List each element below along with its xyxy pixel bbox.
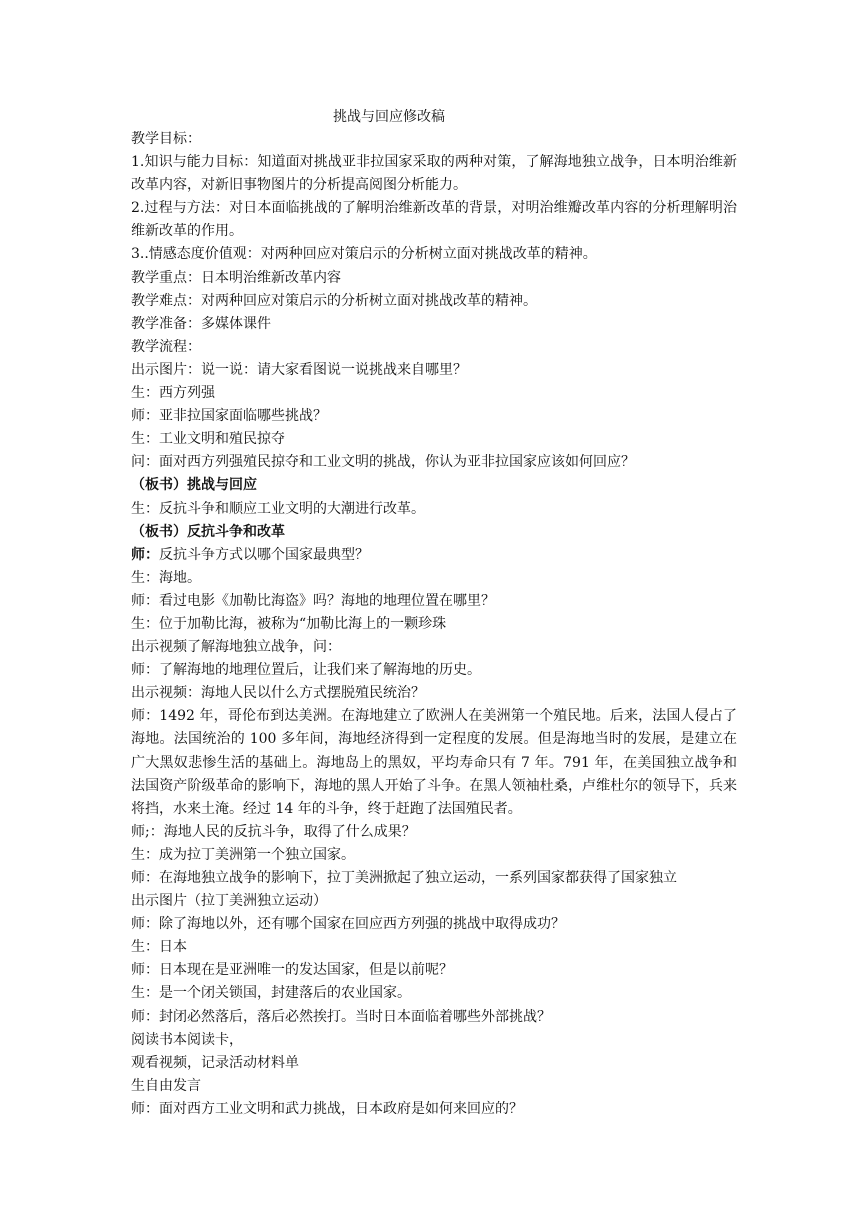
- paragraph: [131, 682, 737, 705]
- paragraph: [131, 913, 737, 936]
- paragraph: [131, 128, 737, 151]
- paragraph-text: 生：是一个闭关锁国，封建落后的农业国家。: [131, 985, 411, 1002]
- paragraph: [131, 590, 737, 613]
- paragraph: [131, 197, 737, 243]
- paragraph-text: （板书）挑战与回应: [131, 477, 257, 494]
- paragraph: [131, 844, 737, 867]
- paragraph-text: 1.知识与能力目标：知道面对挑战亚非拉国家采取的两种对策，了解海地独立战争，日本明治维新改革内容，对新旧事物图片的分析提高阅图分析能力。: [131, 154, 737, 194]
- paragraph-text: 观看视频，记录活动材料单: [131, 1054, 299, 1071]
- paragraph-text: 问：面对西方列强殖民掠夺和工业文明的挑战，你认为亚非拉国家应该如何回应？: [131, 454, 635, 471]
- paragraph: [131, 151, 737, 197]
- paragraph-text: 师：看过电影《加勒比海盗》吗？海地的地理位置在哪里？: [131, 592, 495, 609]
- paragraph: [131, 982, 737, 1005]
- paragraph-text: 师：日本现在是亚洲唯一的发达国家，但是以前呢？: [131, 962, 453, 979]
- paragraph-text: 教学重点：日本明治维新改革内容: [131, 269, 341, 286]
- paragraph-text: 生：工业文明和殖民掠夺: [131, 431, 285, 448]
- document-title: 挑战与回应修改稿: [333, 109, 445, 125]
- paragraph-text: （板书）反抗斗争和改革: [131, 523, 285, 540]
- paragraph: [131, 1098, 737, 1121]
- paragraph-text: 教学难点：对两种回应对策启示的分析树立面对挑战改革的精神。: [131, 292, 537, 309]
- paragraph-text: 生自由发言: [131, 1077, 201, 1094]
- paragraph: [131, 290, 737, 313]
- paragraph-text: 生：成为拉丁美洲第一个独立国家。: [131, 846, 355, 863]
- paragraph: [131, 359, 737, 382]
- paragraph-text: 师：1492 年，哥伦布到达美洲。在海地建立了欧洲人在美洲第一个殖民地。后来，法国人侵占了海地。法国统治的 100 多年间，海地经济得到一定程度的发展。但是海地当时的发展，是建立在广大黑奴悲惨生活的基础上。海地岛上的黑奴，平均寿命只有 7 年。791 年，在美国独立战争和法国资产阶级革命的影响下，海地的黑人开始了斗争。在黑人领袖杜桑，卢维杜尔的领导下，兵来将挡，水来土淹。经过 14 年的斗争，终于赶跑了法国殖民者。: [131, 708, 737, 817]
- paragraph-text: 3..情感态度价值观：对两种回应对策启示的分析树立面对挑战改革的精神。: [131, 246, 597, 263]
- paragraph: [131, 867, 737, 890]
- paragraph-text: 生：位于加勒比海，被称为“加勒比海上的一颗珍珠: [131, 615, 447, 632]
- paragraph-text: 生：海地。: [131, 569, 201, 586]
- paragraph-text: 生：日本: [131, 939, 187, 956]
- paragraph-text: 出示视频了解海地独立战争，问：: [131, 639, 341, 656]
- speaker-label: 师：: [131, 546, 159, 563]
- paragraph-text: 师：除了海地以外，还有哪个国家在回应西方列强的挑战中取得成功？: [131, 916, 565, 933]
- paragraph-text: 师：面对西方工业文明和武力挑战，日本政府是如何来回应的？: [131, 1100, 523, 1117]
- paragraph-text: 出示图片：说一说：请大家看图说一说挑战来自哪里？: [131, 361, 467, 378]
- paragraph: [131, 567, 737, 590]
- paragraph: [131, 636, 737, 659]
- paragraph-text: 教学准备：多媒体课件: [131, 315, 271, 332]
- paragraph-text: 出示图片（拉丁美洲独立运动）: [131, 893, 327, 910]
- paragraph: [131, 959, 737, 982]
- paragraph: [131, 498, 737, 521]
- paragraph: [131, 821, 737, 844]
- paragraph-text: 出示视频：海地人民以什么方式摆脱殖民统治？: [131, 685, 425, 702]
- paragraph: [131, 544, 737, 567]
- paragraph: [131, 890, 737, 913]
- paragraph: [131, 1075, 737, 1098]
- paragraph-text: 阅读书本阅读卡，: [131, 1031, 243, 1048]
- paragraph: [131, 451, 737, 474]
- paragraph: [131, 243, 737, 266]
- paragraph-text: 师;：海地人民的反抗斗争，取得了什么成果？: [131, 823, 416, 840]
- paragraph-text: 教学流程：: [131, 338, 201, 355]
- paragraph-text: 教学目标：: [131, 131, 201, 147]
- paragraph: [131, 267, 737, 290]
- document-body: [131, 128, 737, 1121]
- paragraph: [131, 428, 737, 451]
- paragraph-text: 生：西方列强: [131, 385, 215, 402]
- paragraph: [131, 705, 737, 820]
- paragraph: [131, 313, 737, 336]
- paragraph-text: 生：反抗斗争和顺应工业文明的大潮进行改革。: [131, 500, 425, 517]
- paragraph: [131, 659, 737, 682]
- paragraph: [131, 336, 737, 359]
- paragraph-text: 师：封闭必然落后，落后必然挨打。当时日本面临着哪些外部挑战？: [131, 1008, 551, 1025]
- paragraph-text: 师：在海地独立战争的影响下，拉丁美洲掀起了独立运动，一系列国家都获得了国家独立: [131, 870, 677, 886]
- paragraph: [131, 613, 737, 636]
- paragraph: [131, 1029, 737, 1052]
- paragraph: [131, 936, 737, 959]
- paragraph-text: 反抗斗争方式以哪个国家最典型？: [159, 546, 369, 563]
- paragraph: [131, 474, 737, 497]
- paragraph: [131, 521, 737, 544]
- paragraph: [131, 405, 737, 428]
- paragraph-text: 2.过程与方法：对日本面临挑战的了解明治维新改革的背景，对明治维瓣改革内容的分析理解明治维新改革的作用。: [131, 200, 737, 240]
- paragraph: [131, 1006, 737, 1029]
- paragraph: [131, 382, 737, 405]
- paragraph: [131, 1052, 737, 1075]
- paragraph-text: 师：亚非拉国家面临哪些挑战？: [131, 408, 327, 425]
- paragraph-text: 师：了解海地的地理位置后，让我们来了解海地的历史。: [131, 662, 481, 679]
